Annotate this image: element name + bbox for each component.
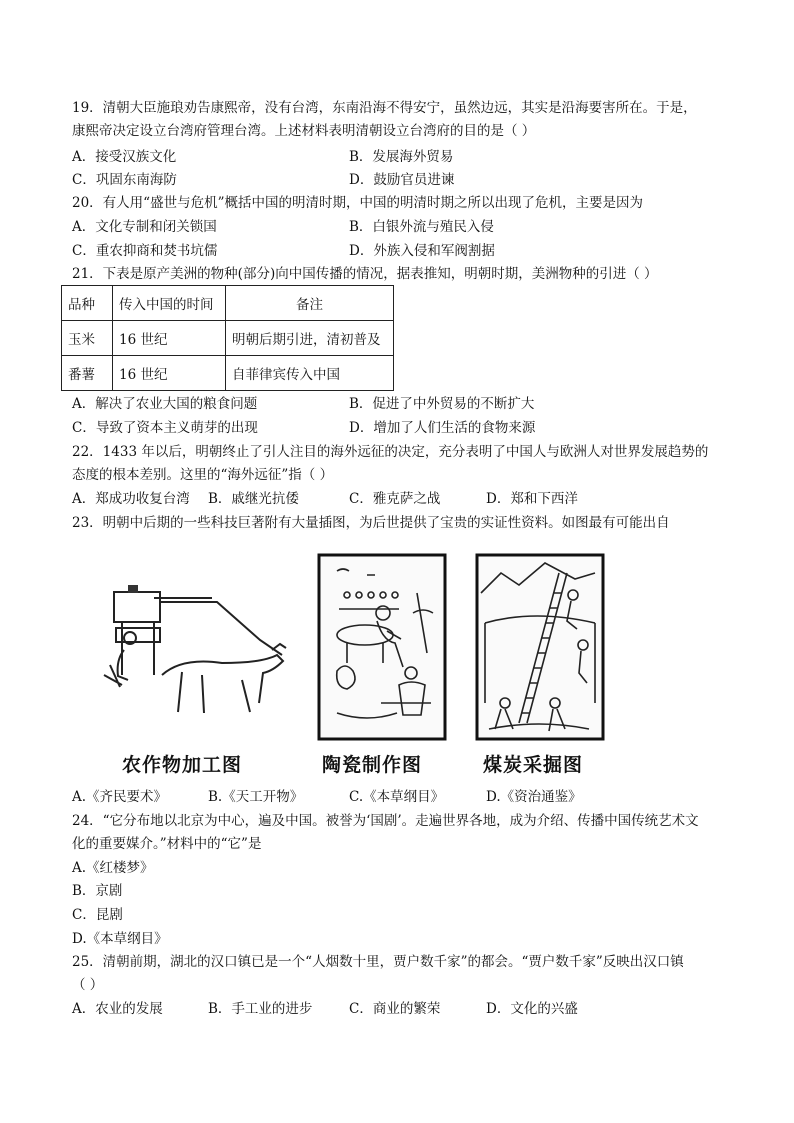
q21-option-c[interactable]: C．导致了资本主义萌芽的出现 bbox=[72, 420, 258, 436]
q22-stem-line2: 态度的根本差别。这里的“海外远征”指（ ） bbox=[72, 467, 334, 483]
table-row bbox=[62, 356, 394, 391]
table-cell: 玉米 bbox=[62, 321, 113, 356]
q23-option-d[interactable]: D.《资治通鉴》 bbox=[486, 789, 582, 805]
species-table bbox=[61, 285, 394, 391]
q24-stem-line1: 24．“它分布地以北京为中心，遍及中国。被誉为‘国剧’。走遍世界各地，成为介绍、传播中国传统艺术文 bbox=[72, 813, 699, 829]
table-cell: 自菲律宾传入中国 bbox=[226, 356, 394, 391]
coal-mining-illustration bbox=[475, 553, 605, 741]
table-cell: 16 世纪 bbox=[113, 321, 226, 356]
q22-option-b[interactable]: B．戚继光抗倭 bbox=[208, 491, 299, 507]
q25-stem-line2: （ ） bbox=[72, 977, 104, 993]
q23-option-b[interactable]: B.《天工开物》 bbox=[208, 789, 304, 805]
q19-stem-line1: 19．清朝大臣施琅劝告康熙帝，没有台湾，东南沿海不得安宁，虽然边远，其实是沿海要害所在。于是， bbox=[72, 100, 697, 116]
q25-stem-line1: 25．清朝前期，湖北的汉口镇已是一个“人烟数十里，贾户数千家”的都会。“贾户数千家”反映出汉口镇 bbox=[72, 954, 684, 970]
q24-stem-line2: 化的重要媒介。”材料中的“它”是 bbox=[72, 836, 262, 852]
q21-option-a[interactable]: A．解决了农业大国的粮食问题 bbox=[72, 396, 258, 412]
q20-option-d[interactable]: D．外族入侵和军阀割据 bbox=[349, 243, 495, 259]
crop-processing-illustration bbox=[92, 580, 297, 740]
table-header-cell: 传入中国的时间 bbox=[113, 286, 226, 321]
table-cell: 16 世纪 bbox=[113, 356, 226, 391]
q23-option-a[interactable]: A.《齐民要术》 bbox=[72, 789, 168, 805]
q24-option-a[interactable]: A.《红楼梦》 bbox=[72, 860, 154, 876]
q24-option-d[interactable]: D.《本草纲目》 bbox=[72, 931, 168, 947]
q24-option-b[interactable]: B．京剧 bbox=[72, 883, 123, 899]
table-header-cell: 备注 bbox=[226, 286, 394, 321]
q19-option-c[interactable]: C．巩固东南海防 bbox=[72, 172, 177, 188]
q22-option-d[interactable]: D．郑和下西洋 bbox=[486, 491, 578, 507]
q24-option-c[interactable]: C．昆剧 bbox=[72, 907, 123, 923]
q20-stem-line1: 20．有人用“盛世与危机”概括中国的明清时期，中国的明清时期之所以出现了危机，主要是因为 bbox=[72, 195, 643, 211]
q21-option-d[interactable]: D．增加了人们生活的食物来源 bbox=[349, 420, 536, 436]
q22-option-a[interactable]: A．郑成功收复台湾 bbox=[72, 491, 190, 507]
porcelain-making-illustration bbox=[317, 553, 447, 741]
caption-coal-mining: 煤炭采掘图 bbox=[483, 754, 584, 776]
q19-option-d[interactable]: D．鼓励官员进谏 bbox=[349, 172, 455, 188]
q21-option-b[interactable]: B．促进了中外贸易的不断扩大 bbox=[349, 396, 535, 412]
table-header-cell: 品种 bbox=[62, 286, 113, 321]
q22-stem-line1: 22．1433 年以后，明朝终止了引人注目的海外远征的决定，充分表明了中国人与欧洲人对世界发展趋势的 bbox=[72, 444, 709, 460]
q19-option-a[interactable]: A．接受汉族文化 bbox=[72, 149, 177, 165]
q25-option-d[interactable]: D．文化的兴盛 bbox=[486, 1001, 578, 1017]
table-cell: 番薯 bbox=[62, 356, 113, 391]
caption-crop-processing: 农作物加工图 bbox=[122, 754, 243, 776]
q21-stem-line1: 21．下表是原产美洲的物种(部分)向中国传播的情况，据表推知，明朝时期，美洲物种的引进（ ） bbox=[72, 266, 658, 282]
q23-stem-line1: 23．明朝中后期的一些科技巨著附有大量插图，为后世提供了宝贵的实证性资料。如图最有可能出自 bbox=[72, 515, 670, 531]
q20-option-a[interactable]: A．文化专制和闭关锁国 bbox=[72, 219, 217, 235]
table-cell: 明朝后期引进，清初普及 bbox=[226, 321, 394, 356]
q20-option-b[interactable]: B．白银外流与殖民入侵 bbox=[349, 219, 494, 235]
q19-stem-line2: 康熙帝决定设立台湾府管理台湾。上述材料表明清朝设立台湾府的目的是（ ） bbox=[72, 123, 536, 139]
q25-option-b[interactable]: B．手工业的进步 bbox=[208, 1001, 313, 1017]
q25-option-a[interactable]: A．农业的发展 bbox=[72, 1001, 163, 1017]
caption-porcelain-making: 陶瓷制作图 bbox=[322, 754, 423, 776]
q20-option-c[interactable]: C．重农抑商和焚书坑儒 bbox=[72, 243, 218, 259]
q19-option-b[interactable]: B．发展海外贸易 bbox=[349, 149, 454, 165]
q25-option-c[interactable]: C．商业的繁荣 bbox=[349, 1001, 441, 1017]
q22-option-c[interactable]: C．雅克萨之战 bbox=[349, 491, 441, 507]
table-row bbox=[62, 321, 394, 356]
table-header-row bbox=[62, 286, 394, 321]
q23-option-c[interactable]: C.《本草纲目》 bbox=[349, 789, 445, 805]
